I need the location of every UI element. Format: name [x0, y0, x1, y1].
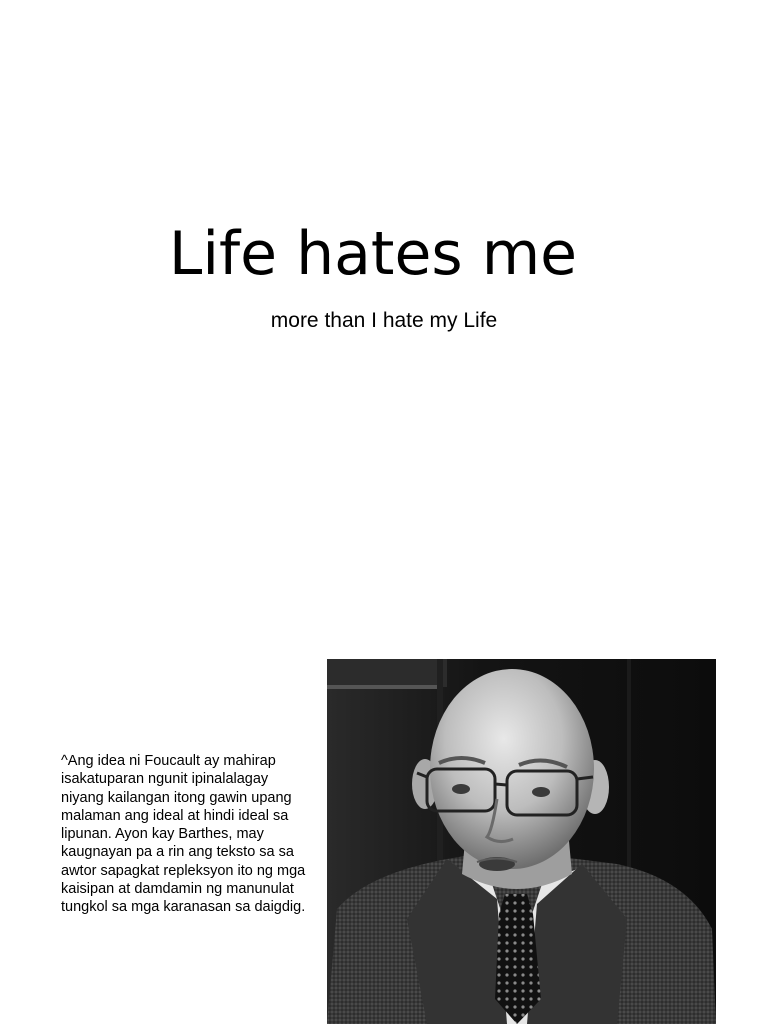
portrait-illustration	[327, 659, 716, 1024]
page-subtitle: more than I hate my Life	[270, 309, 498, 332]
page-title: Life hates me	[168, 219, 578, 289]
portrait-photo	[327, 659, 716, 1024]
caption-text: ^Ang idea ni Foucault ay mahirap isakatuparan ngunit ipinalalagay niyang kailangan itong gawin upang malaman ang ideal at hindi ideal sa lipunan. Ayon kay Barthes, may kaugnayan pa a rin ang teksto sa sa awtor sapagkat repleksyon ito ng mga kaisipan at damdamin ng manunulat tungkol sa mga karanasan sa daigdig.	[61, 753, 306, 916]
